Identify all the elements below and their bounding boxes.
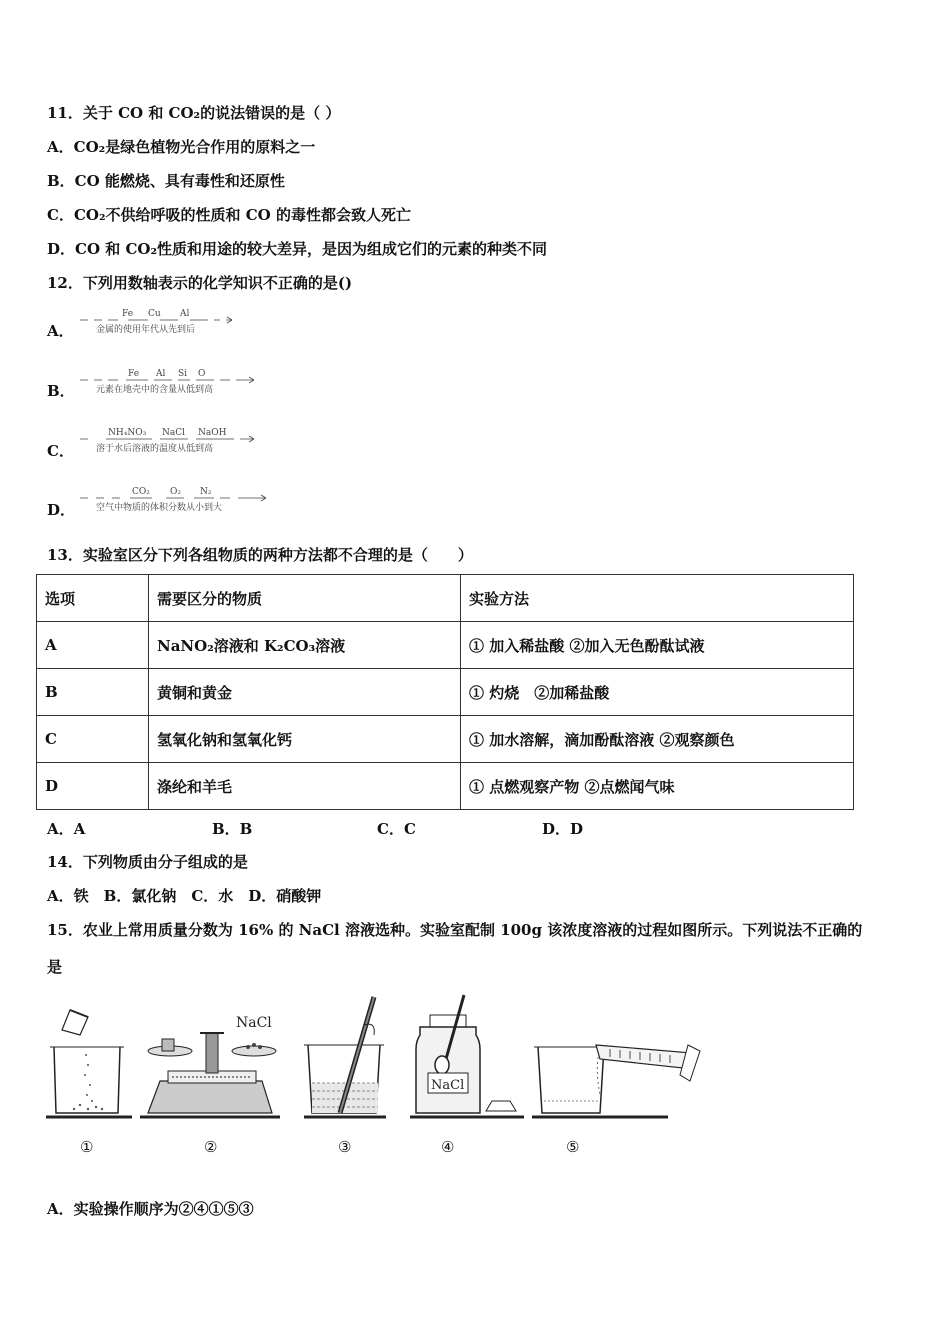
q12-option-c-axis: [78, 425, 278, 455]
q12-stem: 12．下列用数轴表示的化学知识不正确的是(): [47, 274, 353, 292]
step5-cylinder-pour-illustration: [532, 1045, 700, 1117]
q12-d-item: O₂: [170, 487, 181, 497]
q12-a-item: Cu: [148, 309, 161, 319]
q12-b-item: Si: [178, 369, 188, 379]
q12-b-item: Fe: [128, 369, 140, 379]
table-cell: 黄铜和黄金: [149, 669, 461, 716]
table-row: [37, 763, 854, 810]
table-cell: ① 点燃观察产物 ②点燃闻气味: [461, 763, 854, 810]
figure-label-3: ③: [338, 1138, 352, 1156]
step3-stirring-illustration: [304, 997, 386, 1117]
q15-stem-line2: 是: [47, 958, 63, 976]
q12-option-a-label: A．: [47, 322, 74, 340]
q14-options: A．铁 B．氯化钠 C．水 D．硝酸钾: [47, 887, 322, 905]
q12-option-d-axis: [78, 484, 278, 514]
q11-stem: 11．关于 CO 和 CO₂的说法错误的是（ ）: [47, 104, 341, 122]
q12-c-caption: 溶于水后溶液的温度从低到高: [96, 444, 214, 454]
table-cell: ① 灼烧 ②加稀盐酸: [461, 669, 854, 716]
balance-nacl-label: NaCl: [236, 1015, 272, 1031]
q12-d-caption: 空气中物质的体积分数从小到大: [96, 503, 223, 513]
q12-a-item: Al: [180, 309, 190, 319]
q15-option-a: A．实验操作顺序为②④①⑤③: [47, 1200, 254, 1218]
q12-d-item: N₂: [200, 487, 212, 497]
table-header-row: [37, 575, 854, 622]
q12-d-item: CO₂: [132, 487, 150, 497]
table-cell: NaNO₂溶液和 K₂CO₃溶液: [149, 622, 461, 669]
figure-label-1: ①: [80, 1138, 94, 1156]
table-header-cell: 需要区分的物质: [149, 575, 461, 622]
table-cell: C: [37, 716, 149, 763]
q12-b-item: Al: [156, 369, 166, 379]
q11-option-a: A．CO₂是绿色植物光合作用的原料之一: [47, 138, 316, 156]
table-cell: ① 加入稀盐酸 ②加入无色酚酞试液: [461, 622, 854, 669]
q11-option-d: D．CO 和 CO₂性质和用途的较大差异，是因为组成它们的元素的种类不同: [47, 240, 548, 258]
q11-option-b: B．CO 能燃烧、具有毒性和还原性: [47, 172, 285, 190]
q12-option-b-axis: [78, 366, 278, 396]
table-row: [37, 622, 854, 669]
q13-option-c: C．C: [377, 820, 416, 838]
table-row: [37, 669, 854, 716]
q13-stem: 13．实验室区分下列各组物质的两种方法都不合理的是（ ）: [47, 546, 473, 564]
table-header-cell: 选项: [37, 575, 149, 622]
table-cell: A: [37, 622, 149, 669]
q15-figure: [40, 985, 710, 1130]
q12-option-d-label: D．: [47, 501, 76, 519]
figure-label-2: ②: [204, 1138, 218, 1156]
q13-option-b: B．B: [212, 820, 253, 838]
table-cell: 涤纶和羊毛: [149, 763, 461, 810]
table-header-cell: 实验方法: [461, 575, 854, 622]
q14-stem: 14．下列物质由分子组成的是: [47, 853, 248, 871]
q12-b-item: O: [198, 369, 206, 379]
step2-balance-illustration: [140, 1015, 280, 1117]
bottle-nacl-label: NaCl: [431, 1078, 465, 1093]
q15-stem-line1: 15．农业上常用质量分数为 16% 的 NaCl 溶液选种。实验室配制 100g 该浓度溶液的过程如图所示。下列说法不正确的: [47, 921, 863, 939]
q12-option-c-label: C．: [47, 442, 74, 460]
q12-a-item: Fe: [122, 309, 134, 319]
step4-reagent-bottle-illustration: [410, 995, 524, 1117]
q12-a-caption: 金属的使用年代从先到后: [96, 325, 196, 335]
q12-option-b-label: B．: [47, 382, 75, 400]
q12-option-a-axis: [78, 306, 278, 336]
table-cell: 氢氧化钠和氢氧化钙: [149, 716, 461, 763]
table-row: [37, 716, 854, 763]
q13-option-a: A．A: [47, 820, 86, 838]
table-cell: ① 加水溶解，滴加酚酞溶液 ②观察颜色: [461, 716, 854, 763]
figure-label-4: ④: [441, 1138, 455, 1156]
q12-c-item: NH₄NO₃: [108, 428, 147, 438]
q12-c-item: NaOH: [198, 428, 227, 438]
q11-option-c: C．CO₂不供给呼吸的性质和 CO 的毒性都会致人死亡: [47, 206, 411, 224]
step1-pour-solid-illustration: [46, 1010, 132, 1117]
q12-b-caption: 元素在地壳中的含量从低到高: [96, 385, 214, 395]
q12-c-item: NaCl: [162, 428, 186, 438]
figure-label-5: ⑤: [566, 1138, 580, 1156]
q13-table: [36, 574, 854, 810]
table-cell: B: [37, 669, 149, 716]
q13-option-d: D．D: [542, 820, 584, 838]
table-cell: D: [37, 763, 149, 810]
